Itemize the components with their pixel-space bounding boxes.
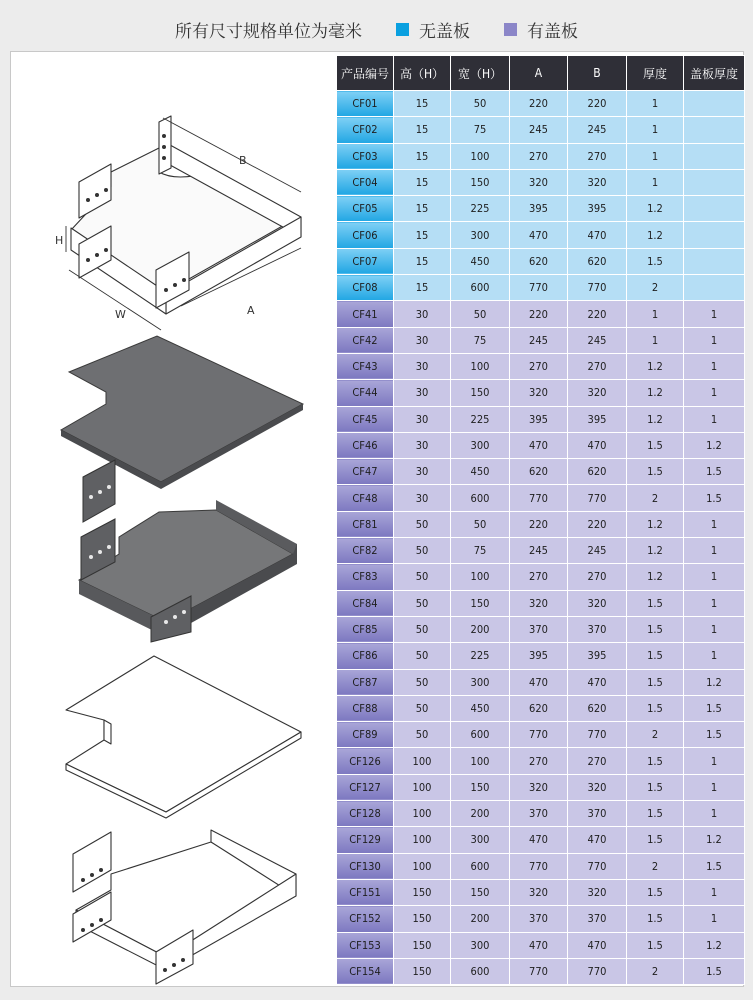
cell-thickness: 1.5 xyxy=(627,669,684,695)
cell-thickness: 2 xyxy=(627,722,684,748)
cell-b: 370 xyxy=(568,801,627,827)
cell-a: 620 xyxy=(510,695,568,721)
cell-b: 245 xyxy=(568,538,627,564)
cell-cover-thickness xyxy=(684,91,745,117)
dim-label-a: A xyxy=(247,304,255,317)
cell-code: CF45 xyxy=(337,406,394,432)
cell-height: 15 xyxy=(394,91,451,117)
cell-height: 30 xyxy=(394,432,451,458)
cell-thickness: 2 xyxy=(627,275,684,301)
table-row xyxy=(337,564,745,590)
cell-thickness: 1 xyxy=(627,117,684,143)
cell-a: 320 xyxy=(510,169,568,195)
cell-code: CF42 xyxy=(337,327,394,353)
table-row xyxy=(337,774,745,800)
table-row xyxy=(337,143,745,169)
cell-code: CF87 xyxy=(337,669,394,695)
cell-thickness: 1.5 xyxy=(627,432,684,458)
cell-thickness: 2 xyxy=(627,853,684,879)
cell-thickness: 1.2 xyxy=(627,538,684,564)
legend-cover xyxy=(504,17,578,42)
shaded-covered-elbow xyxy=(11,332,335,642)
cell-cover-thickness: 1.2 xyxy=(684,432,745,458)
legend-open-label: 无盖板 xyxy=(419,21,470,41)
cell-a: 370 xyxy=(510,616,568,642)
cell-code: CF89 xyxy=(337,722,394,748)
cell-height: 30 xyxy=(394,327,451,353)
cell-thickness: 1.5 xyxy=(627,774,684,800)
cell-width: 200 xyxy=(451,801,510,827)
cell-b: 470 xyxy=(568,827,627,853)
cell-b: 770 xyxy=(568,853,627,879)
cell-height: 15 xyxy=(394,169,451,195)
table-row xyxy=(337,827,745,853)
cell-width: 225 xyxy=(451,406,510,432)
cell-width: 50 xyxy=(451,511,510,537)
cell-height: 30 xyxy=(394,406,451,432)
cell-width: 450 xyxy=(451,695,510,721)
cell-code: CF82 xyxy=(337,538,394,564)
cell-a: 270 xyxy=(510,748,568,774)
cell-b: 320 xyxy=(568,774,627,800)
cell-height: 100 xyxy=(394,748,451,774)
cell-height: 50 xyxy=(394,643,451,669)
cell-a: 470 xyxy=(510,932,568,958)
cell-cover-thickness: 1 xyxy=(684,801,745,827)
cell-cover-thickness: 1.5 xyxy=(684,722,745,748)
cell-a: 395 xyxy=(510,643,568,669)
cell-code: CF05 xyxy=(337,196,394,222)
cell-b: 370 xyxy=(568,906,627,932)
cell-width: 150 xyxy=(451,879,510,905)
cell-b: 770 xyxy=(568,485,627,511)
cell-code: CF02 xyxy=(337,117,394,143)
cell-thickness: 1.5 xyxy=(627,801,684,827)
cell-cover-thickness: 1.5 xyxy=(684,459,745,485)
exploded-covered-elbow xyxy=(11,652,335,992)
cell-thickness: 1.5 xyxy=(627,459,684,485)
cell-width: 50 xyxy=(451,301,510,327)
table-row xyxy=(337,169,745,195)
cell-cover-thickness xyxy=(684,117,745,143)
legend-cover-label: 有盖板 xyxy=(527,21,578,41)
cell-width: 600 xyxy=(451,853,510,879)
cell-code: CF152 xyxy=(337,906,394,932)
cell-cover-thickness: 1 xyxy=(684,327,745,353)
cell-code: CF126 xyxy=(337,748,394,774)
dim-label-w: W xyxy=(115,308,126,321)
cell-cover-thickness: 1 xyxy=(684,643,745,669)
table-row xyxy=(337,406,745,432)
cell-b: 270 xyxy=(568,143,627,169)
cell-a: 245 xyxy=(510,538,568,564)
cell-code: CF153 xyxy=(337,932,394,958)
cell-cover-thickness: 1 xyxy=(684,564,745,590)
cell-b: 620 xyxy=(568,459,627,485)
cell-cover-thickness: 1 xyxy=(684,616,745,642)
cell-b: 320 xyxy=(568,380,627,406)
cell-height: 100 xyxy=(394,853,451,879)
table-row xyxy=(337,117,745,143)
header-thickness: 厚度 xyxy=(627,56,684,91)
legend xyxy=(0,14,753,44)
cover-swatch xyxy=(504,23,517,36)
cell-thickness: 1.5 xyxy=(627,906,684,932)
cell-code: CF130 xyxy=(337,853,394,879)
spec-panel xyxy=(10,51,744,987)
cell-height: 50 xyxy=(394,616,451,642)
cell-b: 220 xyxy=(568,301,627,327)
cell-a: 770 xyxy=(510,722,568,748)
header-width: 宽（H） xyxy=(451,56,510,91)
cell-cover-thickness: 1 xyxy=(684,511,745,537)
cell-thickness: 1.2 xyxy=(627,380,684,406)
cell-a: 245 xyxy=(510,327,568,353)
cell-b: 320 xyxy=(568,879,627,905)
cell-height: 50 xyxy=(394,695,451,721)
cell-b: 395 xyxy=(568,406,627,432)
cell-b: 620 xyxy=(568,248,627,274)
table-row xyxy=(337,301,745,327)
cell-a: 270 xyxy=(510,353,568,379)
cell-cover-thickness: 1.2 xyxy=(684,827,745,853)
cell-width: 100 xyxy=(451,353,510,379)
cell-a: 370 xyxy=(510,801,568,827)
cell-cover-thickness: 1.5 xyxy=(684,853,745,879)
cell-code: CF48 xyxy=(337,485,394,511)
cell-code: CF154 xyxy=(337,958,394,984)
cell-cover-thickness xyxy=(684,248,745,274)
cell-a: 370 xyxy=(510,906,568,932)
cell-b: 470 xyxy=(568,932,627,958)
cell-height: 50 xyxy=(394,538,451,564)
cell-width: 225 xyxy=(451,196,510,222)
cell-cover-thickness: 1 xyxy=(684,748,745,774)
cell-b: 270 xyxy=(568,353,627,379)
cell-width: 300 xyxy=(451,222,510,248)
cell-a: 470 xyxy=(510,827,568,853)
cell-height: 50 xyxy=(394,564,451,590)
dim-label-h: H xyxy=(55,234,64,247)
table-row xyxy=(337,722,745,748)
header-row xyxy=(337,56,745,91)
cell-cover-thickness: 1.2 xyxy=(684,932,745,958)
cell-thickness: 1.5 xyxy=(627,590,684,616)
dimension-drawing xyxy=(11,52,335,321)
cell-code: CF46 xyxy=(337,432,394,458)
cell-width: 225 xyxy=(451,643,510,669)
cell-cover-thickness: 1.2 xyxy=(684,669,745,695)
cell-thickness: 1 xyxy=(627,301,684,327)
cell-width: 150 xyxy=(451,774,510,800)
cell-height: 15 xyxy=(394,117,451,143)
cell-code: CF129 xyxy=(337,827,394,853)
header-b: B xyxy=(568,56,627,91)
cell-b: 770 xyxy=(568,958,627,984)
cell-code: CF08 xyxy=(337,275,394,301)
cell-height: 30 xyxy=(394,353,451,379)
dim-label-b: B xyxy=(239,154,247,167)
spec-table xyxy=(336,55,745,985)
header-cover-thickness: 盖板厚度 xyxy=(684,56,745,91)
cell-thickness: 2 xyxy=(627,485,684,511)
cell-code: CF85 xyxy=(337,616,394,642)
units-note: 所有尺寸规格单位为毫米 xyxy=(175,21,362,41)
table-row xyxy=(337,695,745,721)
cell-thickness: 1.5 xyxy=(627,748,684,774)
table-row xyxy=(337,643,745,669)
cell-code: CF128 xyxy=(337,801,394,827)
table-row xyxy=(337,958,745,984)
cell-a: 770 xyxy=(510,485,568,511)
cell-code: CF47 xyxy=(337,459,394,485)
cell-cover-thickness xyxy=(684,196,745,222)
cell-a: 470 xyxy=(510,222,568,248)
header-code: 产品编号 xyxy=(337,56,394,91)
cell-height: 150 xyxy=(394,958,451,984)
illustrations xyxy=(11,52,335,986)
cell-a: 320 xyxy=(510,774,568,800)
cell-cover-thickness: 1 xyxy=(684,301,745,327)
cell-b: 470 xyxy=(568,222,627,248)
cell-code: CF06 xyxy=(337,222,394,248)
cell-b: 270 xyxy=(568,564,627,590)
cell-cover-thickness: 1.5 xyxy=(684,695,745,721)
cell-height: 50 xyxy=(394,669,451,695)
cell-height: 30 xyxy=(394,459,451,485)
cell-a: 395 xyxy=(510,196,568,222)
cell-code: CF83 xyxy=(337,564,394,590)
cell-thickness: 1.5 xyxy=(627,643,684,669)
cell-width: 150 xyxy=(451,590,510,616)
cell-width: 300 xyxy=(451,932,510,958)
cell-thickness: 1.5 xyxy=(627,695,684,721)
table-row xyxy=(337,380,745,406)
cell-cover-thickness xyxy=(684,143,745,169)
table-row xyxy=(337,485,745,511)
cell-cover-thickness: 1 xyxy=(684,774,745,800)
cell-width: 75 xyxy=(451,117,510,143)
cell-cover-thickness: 1 xyxy=(684,380,745,406)
table-row xyxy=(337,459,745,485)
table-row xyxy=(337,353,745,379)
cell-height: 15 xyxy=(394,275,451,301)
cell-a: 320 xyxy=(510,590,568,616)
cell-a: 470 xyxy=(510,432,568,458)
cell-thickness: 1.5 xyxy=(627,827,684,853)
cell-code: CF03 xyxy=(337,143,394,169)
cell-height: 100 xyxy=(394,774,451,800)
cell-a: 270 xyxy=(510,143,568,169)
cell-width: 200 xyxy=(451,906,510,932)
cell-width: 300 xyxy=(451,827,510,853)
cell-code: CF81 xyxy=(337,511,394,537)
cell-a: 220 xyxy=(510,301,568,327)
cell-cover-thickness: 1 xyxy=(684,879,745,905)
cell-thickness: 1.5 xyxy=(627,248,684,274)
cell-code: CF151 xyxy=(337,879,394,905)
table-row xyxy=(337,432,745,458)
cell-width: 300 xyxy=(451,432,510,458)
cell-width: 450 xyxy=(451,248,510,274)
cell-thickness: 1.5 xyxy=(627,932,684,958)
table-row xyxy=(337,801,745,827)
cell-width: 600 xyxy=(451,722,510,748)
cell-cover-thickness xyxy=(684,169,745,195)
cell-code: CF07 xyxy=(337,248,394,274)
cell-a: 220 xyxy=(510,91,568,117)
cell-height: 50 xyxy=(394,722,451,748)
table-row xyxy=(337,853,745,879)
cell-width: 150 xyxy=(451,380,510,406)
cell-b: 370 xyxy=(568,616,627,642)
cell-cover-thickness: 1 xyxy=(684,590,745,616)
cell-height: 15 xyxy=(394,222,451,248)
table-row xyxy=(337,538,745,564)
cell-width: 150 xyxy=(451,169,510,195)
table-row xyxy=(337,879,745,905)
table-row xyxy=(337,91,745,117)
cell-thickness: 1.2 xyxy=(627,222,684,248)
cell-cover-thickness: 1 xyxy=(684,353,745,379)
cell-a: 320 xyxy=(510,380,568,406)
cell-code: CF86 xyxy=(337,643,394,669)
table-row xyxy=(337,196,745,222)
cell-a: 620 xyxy=(510,248,568,274)
table-row xyxy=(337,327,745,353)
cell-height: 30 xyxy=(394,485,451,511)
cell-code: CF41 xyxy=(337,301,394,327)
cell-thickness: 1.2 xyxy=(627,564,684,590)
cell-thickness: 1.2 xyxy=(627,196,684,222)
cell-thickness: 1 xyxy=(627,143,684,169)
cell-cover-thickness xyxy=(684,222,745,248)
cell-width: 300 xyxy=(451,669,510,695)
legend-open xyxy=(396,17,470,42)
cell-width: 600 xyxy=(451,275,510,301)
cell-a: 320 xyxy=(510,879,568,905)
cell-b: 245 xyxy=(568,117,627,143)
cell-code: CF01 xyxy=(337,91,394,117)
cell-b: 395 xyxy=(568,196,627,222)
cell-b: 470 xyxy=(568,432,627,458)
table-row xyxy=(337,906,745,932)
cell-a: 470 xyxy=(510,669,568,695)
cell-height: 50 xyxy=(394,590,451,616)
open-swatch xyxy=(396,23,409,36)
cell-height: 15 xyxy=(394,143,451,169)
cell-code: CF127 xyxy=(337,774,394,800)
cell-height: 100 xyxy=(394,827,451,853)
cell-thickness: 1 xyxy=(627,169,684,195)
cell-height: 30 xyxy=(394,301,451,327)
cell-thickness: 1.5 xyxy=(627,879,684,905)
cell-width: 450 xyxy=(451,459,510,485)
cell-height: 100 xyxy=(394,801,451,827)
table-row xyxy=(337,248,745,274)
table-row xyxy=(337,590,745,616)
cell-cover-thickness: 1 xyxy=(684,406,745,432)
cell-width: 100 xyxy=(451,748,510,774)
cell-thickness: 1 xyxy=(627,91,684,117)
table-row xyxy=(337,932,745,958)
cell-b: 320 xyxy=(568,590,627,616)
cell-cover-thickness: 1.5 xyxy=(684,958,745,984)
table-row xyxy=(337,275,745,301)
cell-height: 50 xyxy=(394,511,451,537)
cell-width: 100 xyxy=(451,143,510,169)
cell-width: 600 xyxy=(451,958,510,984)
cell-thickness: 1.2 xyxy=(627,511,684,537)
cell-code: CF84 xyxy=(337,590,394,616)
cell-height: 15 xyxy=(394,248,451,274)
cell-b: 320 xyxy=(568,169,627,195)
cell-b: 220 xyxy=(568,91,627,117)
cell-a: 245 xyxy=(510,117,568,143)
cell-cover-thickness: 1 xyxy=(684,538,745,564)
table-row xyxy=(337,669,745,695)
cell-code: CF43 xyxy=(337,353,394,379)
cell-height: 150 xyxy=(394,932,451,958)
cell-thickness: 2 xyxy=(627,958,684,984)
cell-b: 470 xyxy=(568,669,627,695)
cell-a: 620 xyxy=(510,459,568,485)
cell-b: 770 xyxy=(568,275,627,301)
table-row xyxy=(337,222,745,248)
cell-height: 150 xyxy=(394,879,451,905)
cell-b: 270 xyxy=(568,748,627,774)
spec-table-body xyxy=(337,91,745,985)
cell-width: 600 xyxy=(451,485,510,511)
cell-a: 220 xyxy=(510,511,568,537)
cell-width: 200 xyxy=(451,616,510,642)
cell-height: 150 xyxy=(394,906,451,932)
cell-a: 395 xyxy=(510,406,568,432)
cell-height: 15 xyxy=(394,196,451,222)
cell-b: 770 xyxy=(568,722,627,748)
cell-code: CF04 xyxy=(337,169,394,195)
cell-thickness: 1 xyxy=(627,327,684,353)
header-height: 高（H） xyxy=(394,56,451,91)
cell-a: 770 xyxy=(510,958,568,984)
cell-code: CF88 xyxy=(337,695,394,721)
cell-thickness: 1.5 xyxy=(627,616,684,642)
cell-height: 30 xyxy=(394,380,451,406)
cell-a: 770 xyxy=(510,853,568,879)
cell-b: 620 xyxy=(568,695,627,721)
table-row xyxy=(337,511,745,537)
header-a: A xyxy=(510,56,568,91)
cell-b: 395 xyxy=(568,643,627,669)
cell-width: 75 xyxy=(451,538,510,564)
cell-b: 220 xyxy=(568,511,627,537)
cell-width: 75 xyxy=(451,327,510,353)
table-row xyxy=(337,748,745,774)
cell-cover-thickness: 1 xyxy=(684,906,745,932)
cell-cover-thickness xyxy=(684,275,745,301)
cell-a: 270 xyxy=(510,564,568,590)
cell-width: 50 xyxy=(451,91,510,117)
cell-width: 100 xyxy=(451,564,510,590)
table-row xyxy=(337,616,745,642)
cell-b: 245 xyxy=(568,327,627,353)
cell-a: 770 xyxy=(510,275,568,301)
cell-code: CF44 xyxy=(337,380,394,406)
cell-thickness: 1.2 xyxy=(627,406,684,432)
cell-cover-thickness: 1.5 xyxy=(684,485,745,511)
cell-thickness: 1.2 xyxy=(627,353,684,379)
